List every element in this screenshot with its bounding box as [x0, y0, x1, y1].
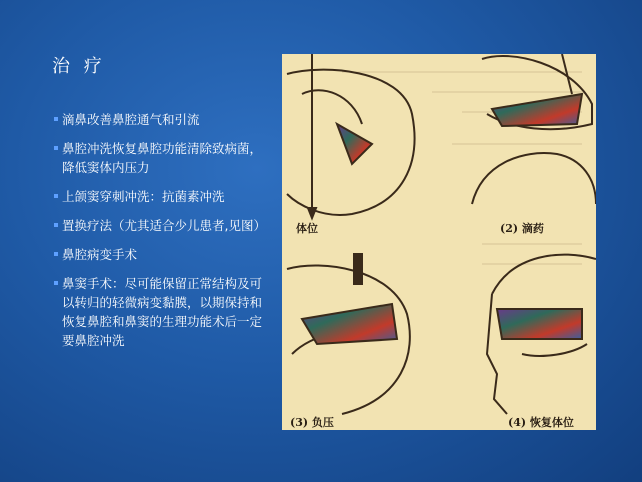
panel-drip [472, 54, 596, 204]
displacement-therapy-figure [282, 54, 596, 430]
bullet-text: 鼻腔病变手术 [62, 247, 138, 262]
panel-position [287, 54, 415, 218]
panel-recovery [487, 255, 596, 414]
panel-negative-pressure [287, 254, 410, 414]
bullet-marker [54, 194, 58, 198]
bullet-text: 鼻窦手术：尽可能保留正常结构及可以转归的轻微病变黏膜，以期保持和恢复鼻腔和鼻窦的生理功能术后一定要鼻腔冲洗 [62, 276, 263, 348]
caption-negative-pressure: (3) 负压 [290, 416, 334, 429]
bullet-item [54, 245, 270, 264]
bullet-item [54, 274, 270, 350]
bullet-marker [54, 281, 58, 285]
caption-drip: (2) 滴药 [500, 222, 544, 235]
bullet-item [54, 110, 270, 129]
bullet-text: 鼻腔冲洗恢复鼻腔功能清除致病菌，降低窦体内压力 [62, 141, 263, 175]
bullet-marker [54, 252, 58, 256]
illustration-svg [282, 54, 596, 430]
bullet-item [54, 139, 270, 177]
bullet-marker [54, 223, 58, 227]
bullet-text: 滴鼻改善鼻腔通气和引流 [62, 112, 200, 127]
bullet-item [54, 216, 270, 235]
bullet-text: 置换疗法（尤其适合少儿患者,见图） [62, 218, 266, 233]
caption-position: 体位 [296, 222, 318, 235]
bullet-text: 上颌窦穿刺冲洗：抗菌素冲洗 [62, 189, 225, 204]
slide-title: 治 疗 [52, 56, 106, 77]
bullet-marker [54, 146, 58, 150]
bullet-item [54, 187, 270, 206]
bullet-list [54, 110, 270, 360]
caption-recovery: (4) 恢复体位 [508, 416, 574, 429]
bullet-marker [54, 117, 58, 121]
